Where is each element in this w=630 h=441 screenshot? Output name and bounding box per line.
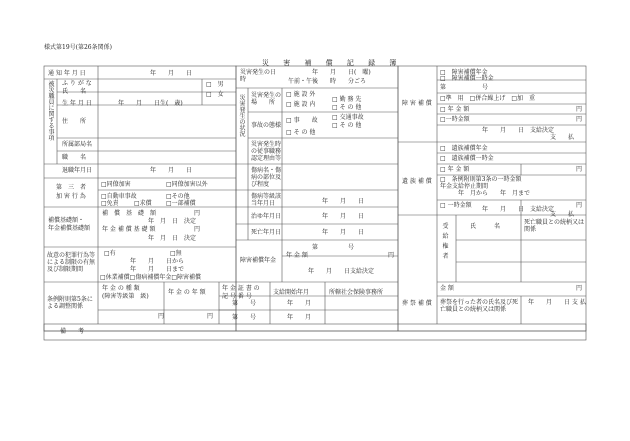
funeral-yen: 円 [576,285,583,292]
accident-kind-label: 事故の態様 [251,122,282,129]
birth-label: 生 年 月 日 [62,100,92,107]
inside-facility-checkbox[interactable]: □ 施 設 内 [286,101,316,108]
accident-datetime-label: 災害発生の日 時 [240,69,289,83]
death-date-label: 死亡年月日 [251,229,282,236]
dc-pension-checkbox[interactable]: □ 障害補償年金 [440,69,488,76]
dc-annual-yen: 円 [576,106,583,113]
funeral-amount-label: 金 額 [440,285,454,292]
death-date-value: 年 月 日 [322,229,365,236]
traffic-other-checkbox[interactable]: □ そ の 他 [332,122,362,129]
pension-base-label: 年 金 補 償 基 礎 額 [102,226,156,233]
pay-start-2: 年 月 [287,314,312,321]
bc-pension-checkbox[interactable]: □ 遺族補償年金 [440,145,488,152]
funeral-paid-date: 年 月 日 支 払 [528,299,586,306]
outside-facility-checkbox[interactable]: □ 施 設 外 [286,91,316,98]
tp-non-coworker-checkbox[interactable]: □同僚加害以外 [166,181,208,188]
bc-lump-yen: 円 [576,202,583,209]
retire-value: 年 月 日 [150,167,193,174]
dept-label: 所属部局名 [62,141,93,148]
traffic-checkbox[interactable]: □ 交通事故 [332,114,364,121]
base-amount-label: 補 償 基 礎 額 [102,210,157,217]
dc-lump-yen: 円 [576,116,583,123]
limit-to: 年 月 日まで [130,266,185,273]
accident-other-checkbox[interactable]: □ そ の 他 [286,129,316,136]
intentional-label: 故意の犯罪行為等による制限の有無及び制限期間 [47,252,96,273]
recipient-relation-label: 死亡職員との続柄又は関係 [524,219,585,233]
base-yen: 円 [194,210,201,217]
bc-annual-checkbox[interactable]: □ 年 金 額 [440,166,470,173]
base-decided: 年 月 日 決定 [148,218,197,225]
address-label: 住 所 [62,118,87,125]
injury-label: 傷病名・傷病の部位及び程度 [251,167,282,188]
bc-suspend-label: 年金支給停止期間 [440,183,489,190]
tp-partial-checkbox[interactable]: □一部補償 [166,200,196,207]
tp-exempt-checkbox[interactable]: □免責 [101,200,119,207]
cure-date-value: 年 月 日 [322,213,365,220]
injury-date-value: 年 月 日 [322,198,365,205]
limit-yes-checkbox[interactable]: □有 [104,250,116,257]
office-label: 所轄社会保険事務所 [329,289,384,296]
bereaved-comp-label: 遺 族 補 償 [402,178,432,185]
pension-base-yen: 円 [194,226,201,233]
retire-label: 退職年月日 [62,167,93,174]
pay-start-label: 支給開始年月 [273,289,310,296]
funeral-comp-label: 葬 祭 補 償 [402,300,432,307]
pension-kind-label: 年 金 の 種 類 (障害等級第 級) [102,285,149,300]
form-title: 災 害 補 償 記 録 簿 [262,59,403,67]
limit-from: 年 月 日から [130,258,185,265]
bc-annual-yen: 円 [576,166,583,173]
pension-base-decided: 年 月 日 決定 [148,235,197,242]
bc-article3-checkbox[interactable]: □ 条例附則第3条の一時金額 [440,176,522,183]
bc-lump-amount-checkbox[interactable]: □ 一時金額 [440,202,472,209]
dc-annual-checkbox[interactable]: □ 年 金 額 [440,106,470,113]
form-number: 様式第19号(第26条関係) [44,44,112,51]
bc-decided: 年 月 日 支給決定 [482,206,555,213]
status-group-label: 災害発生の状況 [239,95,246,138]
tp-car-checkbox[interactable]: □自動車事故 [101,193,137,200]
duty-label: 災害発生時の従事職務認定理由等 [251,141,282,162]
recipient-label: 受給権者 [442,223,449,260]
limit-kinds: □休業補償□傷病補償年金□障害補償 [100,274,202,281]
pension-pay-date: 年 月 日支給決定 [308,268,375,275]
dc-decided: 年 月 日 支給決定 [482,127,555,134]
base-label: 補償基礎額・ 年金補償基礎額 [48,217,91,232]
post-label: 職 名 [62,154,87,161]
cert-no-label: 年 金 証 書 の 記 号 番 号 [222,285,260,300]
disability-pension-label: 障害補償年金 [240,257,277,264]
pension-kind-yen: 円 [158,313,165,320]
victim-group-label: 被災職員に関する事項 [48,81,55,142]
accident-date-value: 年 月 日( 曜) [312,69,371,76]
tp-claim-checkbox[interactable]: □求償 [134,200,152,207]
adjust-label: 条例附則第5条による調整関係 [47,296,93,310]
dc-no: 第 号 [440,84,489,91]
accident-checkbox[interactable]: □ 事 故 [286,117,318,124]
recipient-name-label: 氏 名 [470,223,501,230]
furigana-label: ふ り が な [62,80,92,87]
workplace-checkbox[interactable]: □ 勤 務 先 [332,96,362,103]
dc-choice[interactable]: □準 用 □併合繰上げ □加 重 [440,95,536,102]
dc-paid: 支 払 [550,134,575,141]
place-other-checkbox[interactable]: □ そ の 他 [332,104,362,111]
disability-comp-label: 障 害 補 償 [402,100,432,107]
pension-amount-yen: 円 [207,313,214,320]
remarks-label: 備 考 [60,328,85,335]
injury-date-label: 傷病等級該当年月日 [251,193,282,207]
birth-value: 年 月 日生( 歳) [118,100,183,107]
bc-suspend-period: 年 月から 年 月まで [458,190,531,197]
pension-amount-label: 年 金 の 年 額 [168,289,206,296]
funeral-doer-label: 葬祭を行った者の氏名及び死亡職員との続柄又は関係 [440,299,519,313]
cure-date-label: 治ゆ年月日 [251,213,282,220]
tp-coworker-checkbox[interactable]: □同僚加害 [101,181,131,188]
cert-no-1: 第 号 [232,300,257,307]
notify-date-label: 通 知 年 月 日 [48,70,86,77]
limit-no-checkbox[interactable]: □無 [170,250,182,257]
disability-no: 第 号 [312,244,355,251]
accident-time-value: 午前・午後 時 分ごろ [288,78,367,85]
male-checkbox[interactable]: □ 男 [206,81,224,88]
pension-amount-yen: 円 [388,252,395,259]
tp-other-checkbox[interactable]: □その他 [166,193,190,200]
bc-lump-checkbox[interactable]: □ 遺族補償一時金 [440,155,494,162]
dc-lump-amount-checkbox[interactable]: □一時金額 [440,116,470,123]
dc-lump-checkbox[interactable]: □ 障害補償一時金 [440,75,494,82]
place-label: 災害発生の場 所 [251,92,282,106]
name-label: 氏 名 [62,88,87,95]
pension-amount-label: 年 金 額 [286,252,308,259]
pay-start-1: 年 月 [287,300,312,307]
cert-no-2: 第 号 [232,314,257,321]
female-checkbox[interactable]: □ 女 [206,91,224,98]
notify-date-value: 年 月 日 [150,70,193,77]
third-party-label: 第 三 者 加 害 行 為 [56,184,87,200]
bc-paid: 支 払 [550,211,575,218]
